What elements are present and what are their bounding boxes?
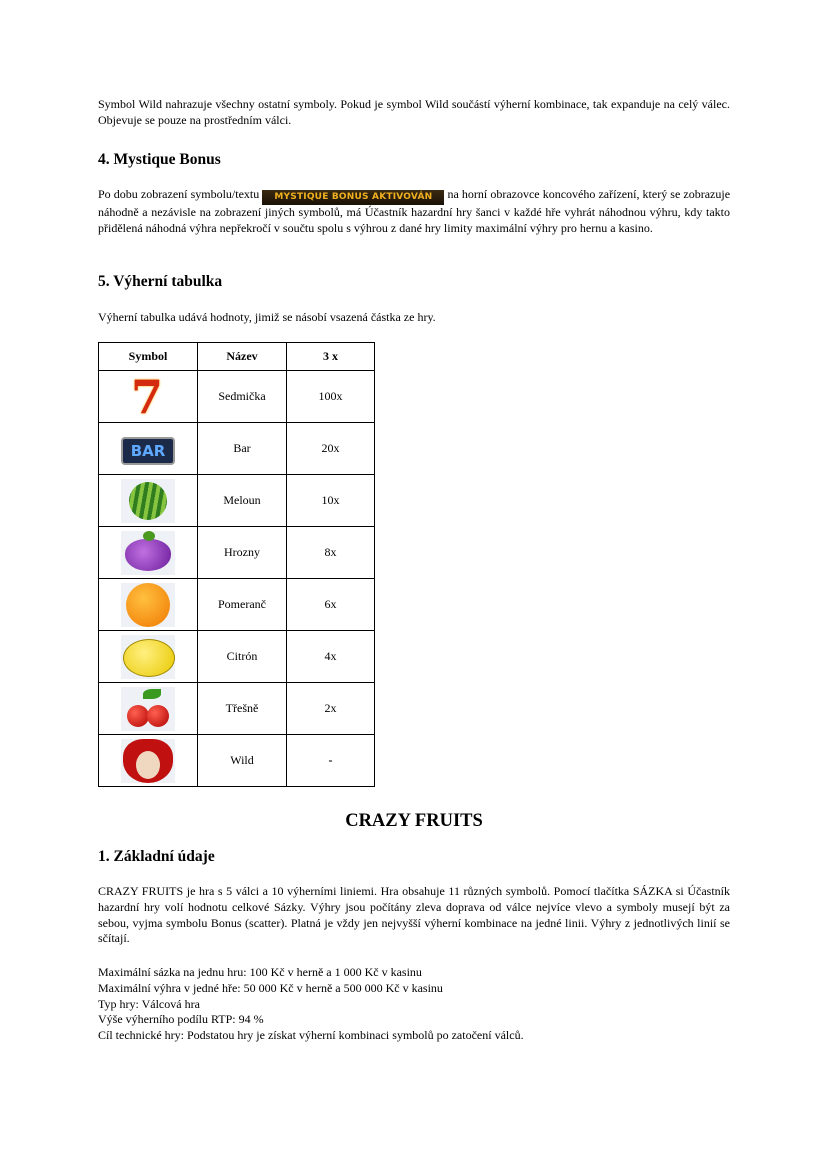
section-1 [98,848,730,866]
paytable [98,342,375,787]
section-4-heading: 4. Mystique Bonus [98,151,221,168]
melon-icon [121,479,175,523]
lemon-icon [121,635,175,679]
symbol-name: Citrón [198,631,287,683]
symbol-value: 4x [287,631,375,683]
section-5-heading: 5. Výherní tabulka [98,273,223,290]
fact-rtp: Výše výherního podílu RTP: 94 % [98,1012,264,1027]
symbol-name: Třešně [198,683,287,735]
text-after: na horní obrazovce koncového zařízení, který se zobrazuje náhodně a nezávisle na zobrazení jiných symbolů, má Účastník hazardní hry šanci v každé hře vyhrát náhodnou výhru, kdy takto přidělená náhodná výhra nepřekročí v součtu spolu s výhrou z dané hry limity maximální výhry pro hernu a kasino. [98,187,731,235]
table-row [99,683,375,735]
intro-paragraph: Symbol Wild nahrazuje všechny ostatní symboly. Pokud je symbol Wild součástí výherní kombinace, tak expanduje na celý válec. Objevuje se pouze na prostředním válci. [98,97,730,127]
fact-max-win: Maximální výhra v jedné hře: 50 000 Kč v herně a 500 000 Kč v kasinu [98,980,443,995]
game-title-block [98,811,730,832]
symbol-value: 6x [287,579,375,631]
section-1-body [98,884,730,947]
symbol-name: Pomeranč [198,579,287,631]
symbol-cell [99,631,198,683]
symbol-cell [99,423,198,475]
orange-icon [121,583,175,627]
header-3x: 3 x [287,343,375,371]
game-title: CRAZY FRUITS [345,811,483,831]
symbol-name: Sedmička [198,371,287,423]
fact-max-bet: Maximální sázka na jednu hru: 100 Kč v herně a 1 000 Kč v kasinu [98,965,422,979]
table-row [99,735,375,787]
table-row [99,371,375,423]
symbol-value: 2x [287,683,375,735]
section-5 [98,273,730,291]
fact-game-type: Typ hry: Válcová hra [98,996,200,1011]
cherries-icon [121,687,175,731]
symbol-cell [99,735,198,787]
section-4 [98,151,730,169]
symbol-value: - [287,735,375,787]
section-1-heading: 1. Základní údaje [98,848,215,865]
paytable-header [99,343,375,371]
joker-icon [121,739,175,783]
symbol-name: Bar [198,423,287,475]
seven-icon: 7 [121,375,175,419]
text-before: Po dobu zobrazení symbolu/textu [98,187,260,201]
section-4-body [98,187,730,237]
symbol-value: 8x [287,527,375,579]
section-5-text: Výherní tabulka udává hodnoty, jimiž se násobí vsazená částka ze hry. [98,310,436,324]
symbol-cell [99,475,198,527]
table-row [99,475,375,527]
grapes-icon [121,531,175,575]
bar-icon-text: BAR [121,437,175,465]
intro-block [98,97,730,129]
symbol-cell [99,527,198,579]
section-1-paragraph: CRAZY FRUITS je hra s 5 válci a 10 výherními liniemi. Hra obsahuje 11 různých symbolů. Pomocí tlačítka SÁZKA si Účastník hazardní hry volí hodnotu celkové Sázky. Výhry jsou počítány zleva doprava od válce nejvíce vlevo a symboly musejí být za sebou, vyjma symbolu Bonus (scatter). Platná je vždy jen nejvyšší výherní kombinace na jedné linii. Výhry z jednotlivých linií se sčítají. [98,884,730,946]
fact-goal: Cíl technické hry: Podstatou hry je získat výherní kombinaci symbolů po zatočení válců. [98,1028,524,1043]
symbol-value: 20x [287,423,375,475]
header-name: Název [198,343,287,371]
table-row [99,527,375,579]
symbol-cell [99,579,198,631]
table-row [99,423,375,475]
symbol-value: 100x [287,371,375,423]
game-facts [98,965,730,1044]
header-symbol: Symbol [99,343,198,371]
table-row [99,579,375,631]
section-5-body [98,310,730,326]
symbol-name: Wild [198,735,287,787]
symbol-name: Hrozny [198,527,287,579]
symbol-value: 10x [287,475,375,527]
symbol-cell [99,683,198,735]
mystique-bonus-badge: MYSTIQUE BONUS AKTIVOVÁN [262,190,444,205]
section-4-paragraph [98,187,730,237]
symbol-cell [99,371,198,423]
symbol-name: Meloun [198,475,287,527]
bar-icon [121,427,175,471]
table-row [99,631,375,683]
